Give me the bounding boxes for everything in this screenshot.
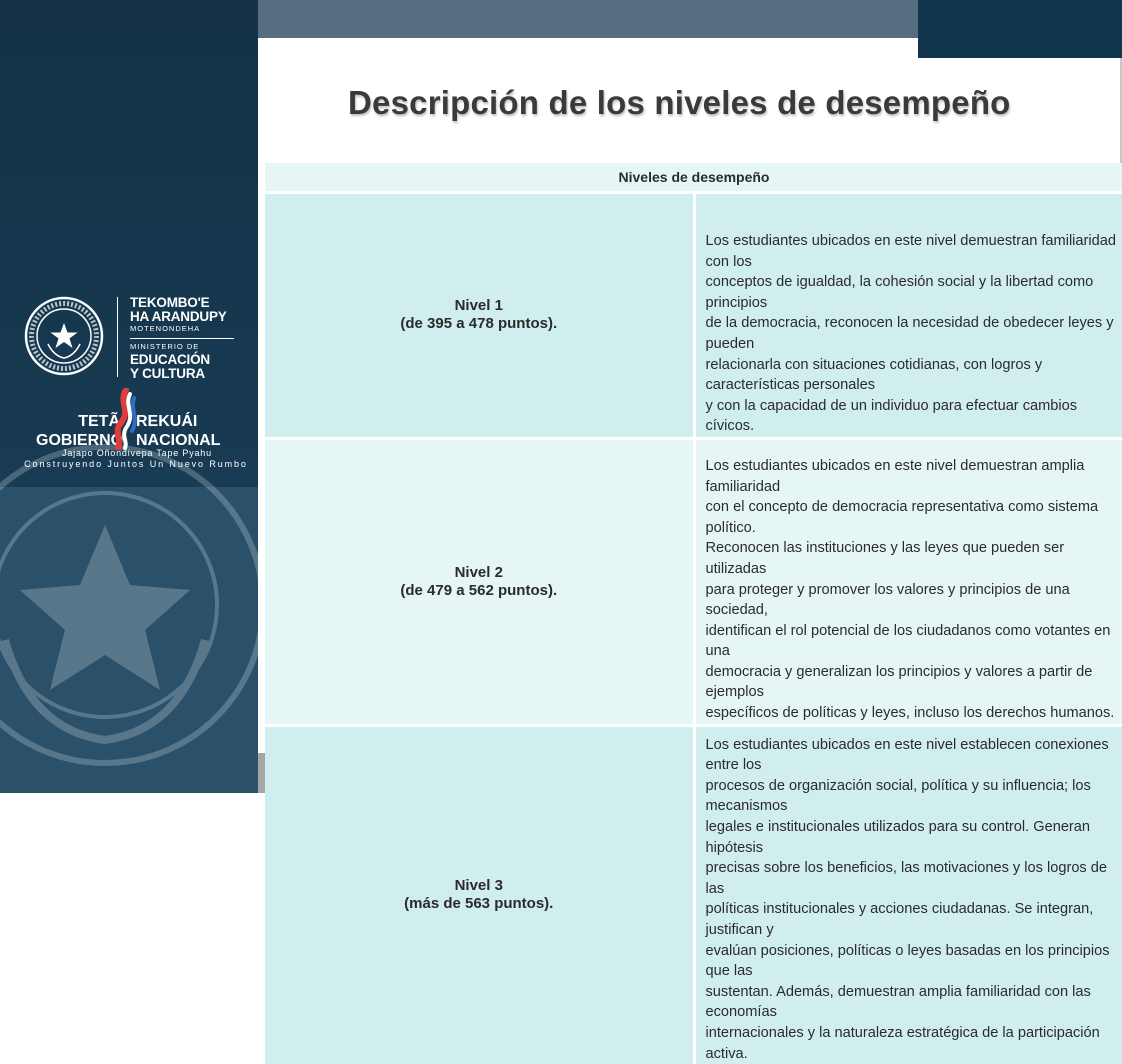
description-line: Los estudiantes ubicados en este nivel demuestran amplia familiaridad [706, 456, 1122, 497]
level-cell [265, 725, 694, 1064]
table-row [265, 438, 1122, 725]
description-line: identifican el rol potencial de los ciudadanos como votantes en una [706, 621, 1122, 662]
government-tagline [0, 448, 258, 470]
table-header: Niveles de desempeño [265, 163, 1122, 193]
paraguay-seal-icon [24, 296, 104, 376]
level-range: (de 479 a 562 puntos). [265, 582, 693, 600]
gov-left-bottom: GOBIERNO [36, 431, 120, 450]
description-line: Los estudiantes ubicados en este nivel demuestran familiaridad con los [706, 231, 1122, 272]
description-line: evalúan posiciones, políticas o leyes basadas en los principios que las [706, 941, 1122, 982]
table-row [265, 725, 1122, 1064]
gov-right-bottom: NACIONAL [136, 431, 220, 450]
top-accent-bar [258, 0, 918, 38]
government-logo-right [136, 412, 220, 450]
ministry-line-4: MINISTERIO DE [130, 343, 234, 351]
level-name: Nivel 1 [265, 297, 693, 315]
gov-left-top: TETÃ [36, 412, 120, 431]
logo-divider [117, 297, 118, 377]
description-line: procesos de organización social, política y su influencia; los mecanismos [706, 776, 1122, 817]
level-range: (de 395 a 478 puntos). [265, 315, 693, 333]
level-name: Nivel 2 [265, 564, 693, 582]
description-line: internacionales y la naturaleza estratégica de la participación activa. [706, 1023, 1122, 1064]
description-cell [694, 193, 1122, 439]
level-cell [265, 193, 694, 439]
description-line: Reconocen las instituciones y las leyes que pueden ser utilizadas [706, 538, 1122, 579]
performance-levels-table [265, 163, 1122, 1064]
sidebar-panel [0, 0, 258, 793]
description-cell [694, 438, 1122, 725]
description-line: legales e institucionales utilizados para su control. Generan hipótesis [706, 817, 1122, 858]
description-line: para proteger y promover los valores y principios de una sociedad, [706, 580, 1122, 621]
description-line: sustentan. Además, demuestran amplia familiaridad con las economías [706, 982, 1122, 1023]
tagline-spanish: Construyendo Juntos Un Nuevo Rumbo [0, 459, 258, 470]
description-line: políticas institucionales y acciones ciudadanas. Se integran, justifican y [706, 899, 1122, 940]
level-range: (más de 563 puntos). [265, 895, 693, 913]
ministry-line-2: HA ARANDUPY [130, 310, 234, 324]
description-line: específicos de políticas y leyes, incluso los derechos humanos. [706, 703, 1122, 724]
tagline-guarani: Jajapo Oñondivepa Tape Pyahu [0, 448, 258, 459]
ministry-logo [130, 296, 234, 380]
description-line: de la democracia, reconocen la necesidad de obedecer leyes y pueden [706, 313, 1122, 354]
ministry-line-3: MOTENONDEHA [130, 325, 234, 333]
ministry-line-5: EDUCACIÓN [130, 353, 234, 367]
table-row [265, 193, 1122, 439]
description-line: y con la capacidad de un individuo para efectuar cambios cívicos. [706, 396, 1122, 437]
ministry-line-6: Y CULTURA [130, 367, 234, 381]
page-title: Descripción de los niveles de desempeño [348, 84, 1011, 122]
top-right-accent-block [918, 0, 1122, 58]
description-line: relacionarla con situaciones cotidianas, con logros y características personales [706, 355, 1122, 396]
description-line: Los estudiantes ubicados en este nivel establecen conexiones entre los [706, 735, 1122, 776]
ministry-rule [130, 338, 234, 339]
description-cell [694, 725, 1122, 1064]
level-name: Nivel 3 [265, 877, 693, 895]
description-line: democracia y generalizan los principios y valores a partir de ejemplos [706, 662, 1122, 703]
description-line: precisas sobre los beneficios, las motivaciones y los logros de las [706, 858, 1122, 899]
gov-right-top: REKUÁI [136, 412, 220, 431]
watermark-seal-icon [0, 440, 258, 770]
ministry-line-1: TEKOMBO'E [130, 296, 234, 310]
description-line: con el concepto de democracia representativa como sistema político. [706, 497, 1122, 538]
table-header-row [265, 163, 1122, 193]
description-line: conceptos de igualdad, la cohesión social y la libertad como principios [706, 272, 1122, 313]
level-cell [265, 438, 694, 725]
